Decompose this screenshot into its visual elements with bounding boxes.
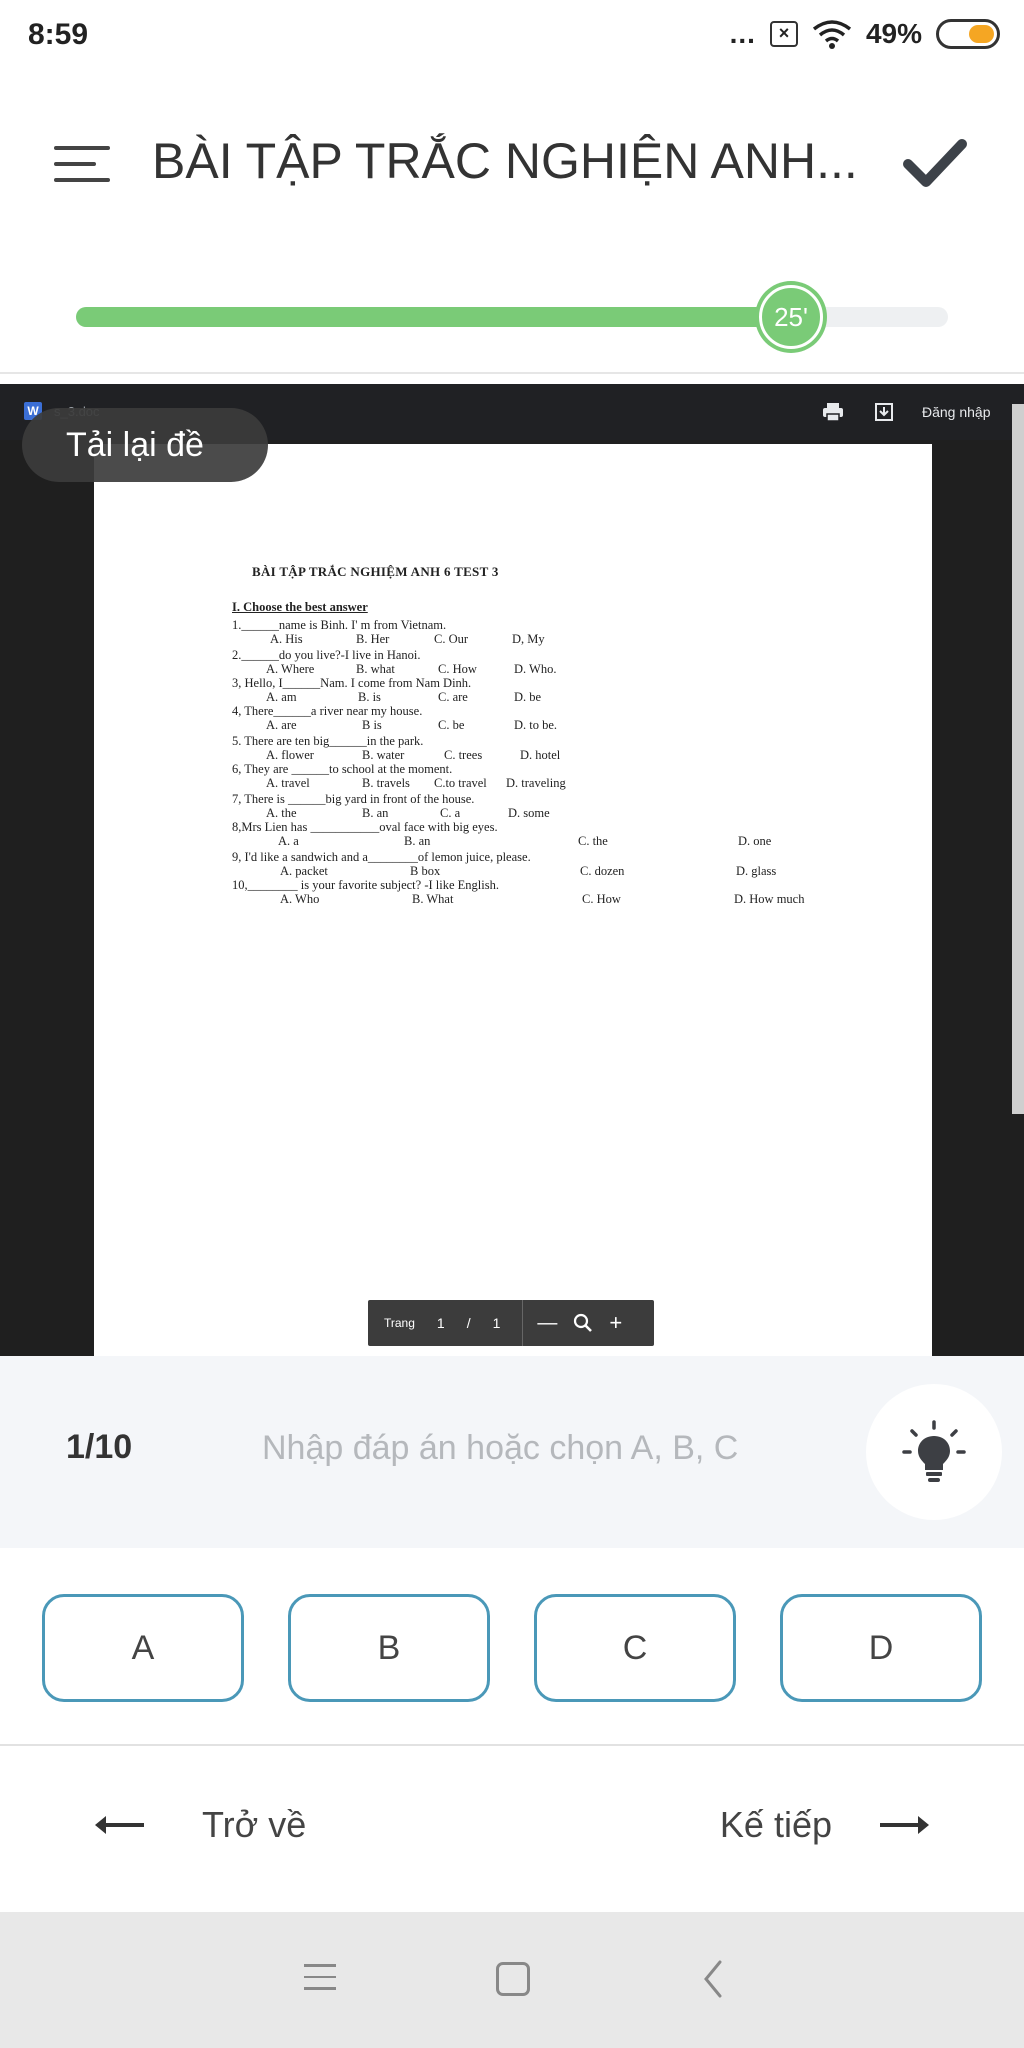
question-line: 1.______name is Binh. I' m from Vietnam. [232,618,447,632]
divider [0,372,1024,374]
option-text: C. be [438,718,465,732]
option-text: D. some [508,806,550,820]
pager-divider [522,1300,523,1346]
zoom-in-button[interactable]: + [609,1310,623,1335]
lightbulb-icon [866,1384,1002,1520]
back-button[interactable] [92,1790,306,1860]
option-text: C. How [582,892,621,906]
option-text: D. one [738,834,772,848]
option-text: D, My [512,632,545,646]
status-bar [0,0,1024,74]
question-line: 4, There______a river near my house. [232,704,423,718]
option-text: C. a [440,806,461,820]
section-heading: I. Choose the best answer [232,600,368,614]
option-text: B is [362,718,382,732]
back-nav-icon[interactable] [700,1958,726,2000]
home-icon[interactable] [496,1962,530,1996]
question-line: 8,Mrs Lien has ___________oval face with big eyes. [232,820,498,834]
next-label: Kế tiếp [719,1804,832,1845]
option-text: A. Where [266,662,315,676]
answer-panel [0,1356,1024,1548]
arrow-left-icon [92,1813,146,1837]
login-link[interactable]: Đăng nhập [922,404,991,420]
page-label: Trang [384,1316,415,1330]
viewer-scrollbar[interactable] [1012,404,1024,1114]
question-line: 9, I'd like a sandwich and a________of lemon juice, please. [232,850,531,864]
app-header [0,74,1024,244]
option-text: A. am [266,690,297,704]
option-text: C. are [438,690,468,704]
option-text: C.to travel [434,776,487,790]
choice-a-button[interactable]: A [42,1594,244,1702]
option-text: C. dozen [580,864,625,878]
option-text: A. flower [266,748,314,762]
arrow-right-icon [878,1813,932,1837]
choice-c-button[interactable]: C [534,1594,736,1702]
status-icons [730,18,1000,50]
page-current[interactable]: 1 [436,1315,445,1331]
option-text: C. the [578,834,608,848]
system-nav-bar [0,1912,1024,2048]
option-text: D. How much [734,892,805,906]
question-line: 5. There are ten big______in the park. [232,734,424,748]
download-icon[interactable] [874,402,894,422]
option-text: C. Our [434,632,469,646]
option-text: C. How [438,662,477,676]
option-text: D. glass [736,864,777,878]
question-navigation [0,1746,1024,1912]
option-text: D. hotel [520,748,561,762]
answer-input[interactable] [262,1418,822,1478]
recent-apps-icon[interactable] [304,1964,336,1994]
option-text: B. what [356,662,395,676]
option-text: D. Who. [514,662,557,676]
check-icon[interactable] [900,128,970,198]
document-title: BÀI TẬP TRẮC NGHIỆM ANH 6 TEST 3 [252,564,499,579]
zoom-icon[interactable] [573,1313,593,1333]
question-line: 10,________ is your favorite subject? -I like English. [232,878,499,892]
question-line: 3, Hello, I______Nam. I come from Nam Dinh. [232,676,472,690]
next-button[interactable] [720,1790,932,1860]
page-controls [368,1300,654,1346]
option-text: B. Her [356,632,390,646]
page-total: 1 [492,1315,501,1331]
option-text: A. the [266,806,297,820]
timer-progress [76,290,948,344]
battery-percent: 49% [865,18,922,49]
page-separator: / [466,1315,471,1331]
timer-badge: 25' [759,285,823,349]
option-text: B. an [404,834,431,848]
question-counter: 1/10 [66,1428,133,1466]
option-text: B. water [362,748,405,762]
zoom-out-button[interactable]: — [537,1311,558,1334]
menu-icon[interactable] [54,146,110,186]
wifi-icon [812,19,852,49]
question-line: 2.______do you live?-I live in Hanoi. [232,648,421,662]
hint-button[interactable] [866,1384,1002,1520]
reload-test-button[interactable]: Tải lại đề [22,408,268,482]
document-viewer[interactable] [0,384,1024,1356]
option-text: B. travels [362,776,410,790]
option-text: B. is [358,690,381,704]
word-doc-icon: W [24,402,42,420]
option-text: B. an [362,806,389,820]
more-dots-icon: ... [729,18,756,49]
option-text: D. to be. [514,718,558,732]
option-text: D. be [514,690,542,704]
choice-b-button[interactable]: B [288,1594,490,1702]
back-label: Trở về [202,1804,307,1845]
choice-d-button[interactable]: D [780,1594,982,1702]
option-text: A. a [278,834,299,848]
option-text: B. What [412,892,454,906]
battery-icon [936,19,1000,49]
document-page [94,444,932,1356]
print-icon[interactable] [822,402,844,422]
choice-buttons [0,1548,1024,1744]
option-text: C. trees [444,748,483,762]
question-line: 7, There is ______big yard in front of the house. [232,792,475,806]
option-text: A. are [266,718,297,732]
option-text: B box [410,864,441,878]
page-title: BÀI TẬP TRẮC NGHIỆN ANH... [152,133,858,189]
no-sim-icon: × [770,21,798,47]
option-text: A. travel [266,776,310,790]
progress-fill [76,307,791,327]
option-text: A. packet [280,864,328,878]
option-text: D. traveling [506,776,566,790]
option-text: A. His [270,632,303,646]
option-text: A. Who [280,892,320,906]
status-time: 8:59 [28,18,89,51]
question-line: 6, They are ______to school at the moment. [232,762,453,776]
